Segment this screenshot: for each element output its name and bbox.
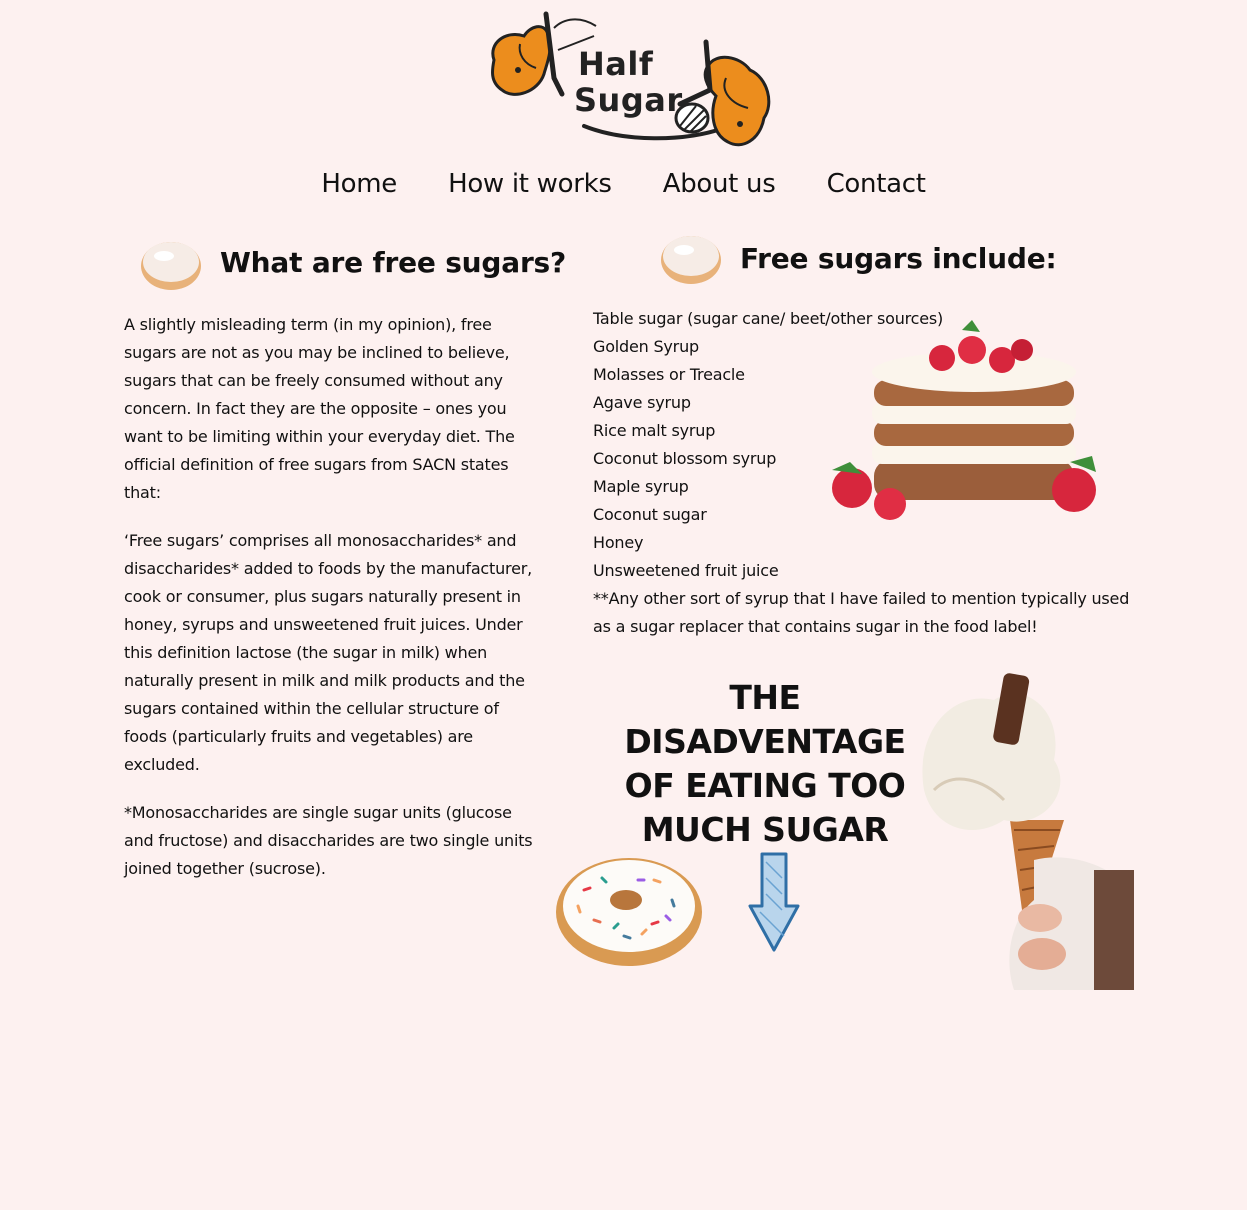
banner-line: DISADVENTAGE [624,722,906,761]
nav-about-us[interactable]: About us [662,169,776,199]
main-nav [0,168,1247,204]
sprinkle-donut-image [554,850,704,968]
left-heading: What are free sugars? [220,246,567,279]
paragraph-definition: ‘Free sugars’ comprises all monosaccharides* and disaccharides* added to foods by the manufacturer, cook or consumer, plus sugars naturally present in honey, syrups and unsweetened fruit juices. Under this definition lactose (the sugar in milk) when naturally present in milk and milk products and the sugars contained within the cellular structure of foods (particularly fruits and vegetables) are excluded. [124,531,532,774]
paragraph-footnote: *Monosaccharides are single sugar units (glucose and fructose) and disaccharides are two single units joined together (sucrose). [124,803,533,878]
site-logo[interactable] [484,8,776,154]
disadvantage-banner [600,676,930,852]
logo-text-sugar: Sugar [574,81,683,119]
doughnut-icon [658,230,724,286]
free-sugars-list [593,305,1133,585]
list-item: Molasses or Treacle [593,365,745,384]
list-item: Maple syrup [593,477,689,496]
banner-line: THE [729,678,801,717]
logo-text-half: Half [578,45,654,83]
list-item: Coconut sugar [593,505,707,524]
banner-line: OF EATING TOO [624,766,906,805]
nav-home[interactable]: Home [321,169,397,199]
list-item: Coconut blossom syrup [593,449,777,468]
ice-cream-image [914,670,1134,990]
doughnut-icon [138,236,204,292]
list-item: Honey [593,533,644,552]
syrup-note: **Any other sort of syrup that I have failed to mention typically used as a sugar replacer that contains sugar in the food label! [593,589,1130,636]
banner-line: MUCH SUGAR [641,810,889,849]
definition-text [124,311,542,903]
arrow-down-icon [746,850,802,954]
list-item: Golden Syrup [593,337,699,356]
paragraph-intro: A slightly misleading term (in my opinion), free sugars are not as you may be inclined to believe, sugars that can be freely consumed without any concern. In fact they are the opposite – ones you want to be limiting within your everyday diet. The official definition of free sugars from SACN states that: [124,315,515,502]
list-item: Agave syrup [593,393,691,412]
list-item: Rice malt syrup [593,421,716,440]
list-item: Unsweetened fruit juice [593,561,779,580]
right-heading: Free sugars include: [740,242,1057,275]
list-item: Table sugar (sugar cane/ beet/other sources) [593,309,944,328]
nav-contact[interactable]: Contact [826,169,926,199]
nav-how-it-works[interactable]: How it works [448,169,612,199]
